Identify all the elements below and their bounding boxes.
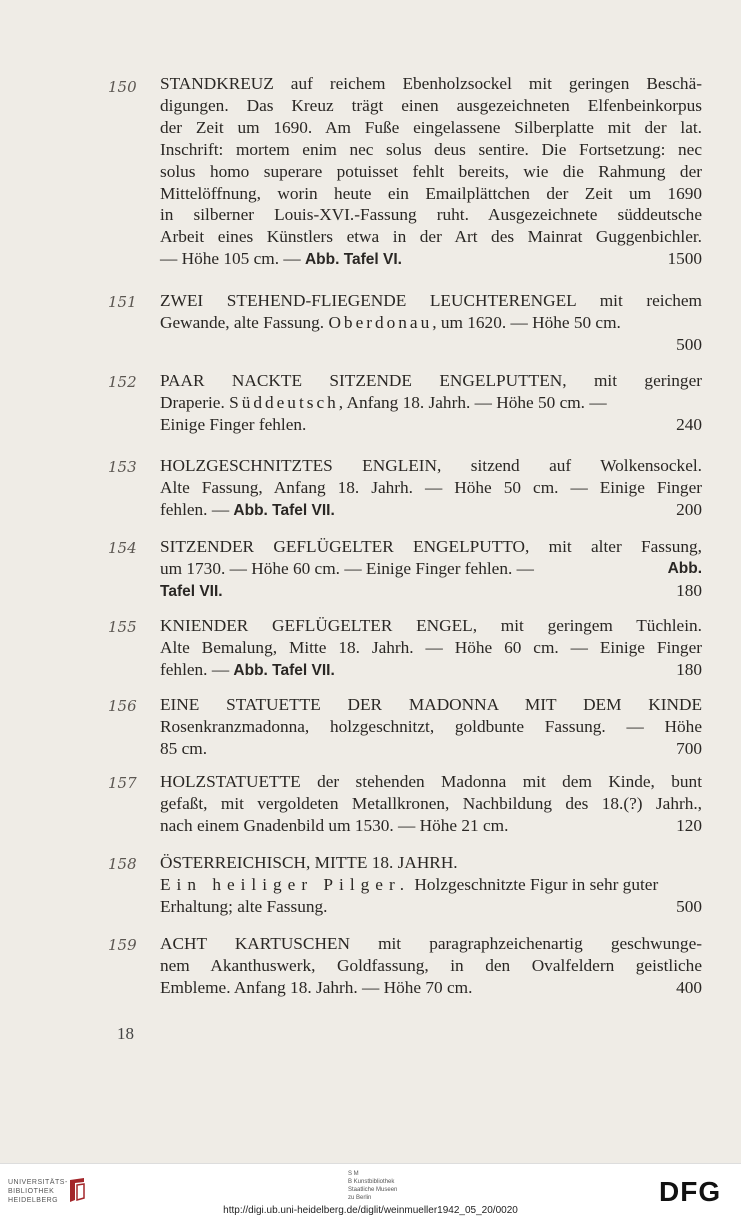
stamp-line: B Kunstbibliothek (348, 1179, 395, 1185)
entry-last-line (160, 659, 702, 682)
origin-spaced: Oberdonau (328, 312, 433, 332)
entry-price: 500 (676, 334, 702, 354)
plate-reference: Tafel VII. (160, 582, 223, 600)
entry-last-line (160, 414, 702, 436)
entry-text (160, 290, 702, 356)
entry-line (160, 312, 702, 334)
entry-last-line (160, 977, 702, 999)
entry-line: gefaßt, mit vergoldeten Metallkronen, Nachbildung des 18.(?) Jahrh., (160, 793, 702, 813)
entry-number: 150 (108, 78, 137, 96)
library-logo-icon[interactable] (66, 1176, 88, 1204)
entry-number: 159 (108, 936, 137, 954)
entry-line: HOLZSTATUETTE der stehenden Madonna mit dem Kinde, bunt (160, 772, 702, 791)
entry-number: 157 (108, 774, 137, 792)
entry-last-line (160, 499, 702, 522)
entry-last-line (160, 738, 702, 760)
dfg-logo[interactable]: DFG (659, 1176, 722, 1207)
entry-line: Rosenkranzmadonna, holzgeschnitzt, goldbunte Fassung. — Höhe (160, 716, 702, 736)
entry-text-part: Erhaltung; alte Fassung. (160, 896, 328, 916)
museum-stamp (348, 1170, 397, 1202)
entry-line: ZWEI STEHEND-FLIEGENDE LEUCHTERENGEL mit reichem (160, 291, 702, 310)
entry-text-part: , Anfang 18. Jahrh. — Höhe 50 cm. — (338, 392, 607, 412)
entry-text-part: , um 1620. — Höhe 50 cm. (432, 312, 621, 332)
entry-number: 155 (108, 618, 137, 636)
entry-text-part: um 1730. — Höhe 60 cm. — Einige Finger fehlen. — (160, 558, 534, 578)
entry-price: 120 (676, 815, 702, 835)
library-name[interactable] (8, 1178, 68, 1205)
entry-line: in silberner Louis-XVI.-Fassung ruht. Ausgezeichnete süddeutsche (160, 205, 702, 225)
viewer-footer (0, 1163, 741, 1217)
plate-reference: Abb. Tafel VII. (233, 501, 335, 519)
subject-spaced: Ein heiliger Pilger. (160, 874, 411, 894)
entry-text (160, 694, 702, 760)
entry-line: solus homo superare potuisset fehlt bereits, wie die Rahmung der (160, 161, 702, 181)
entry-line: EINE STATUETTE DER MADONNA MIT DEM KINDE (160, 695, 702, 714)
plate-reference: Abb. Tafel VII. (233, 661, 335, 679)
entry-last-line (160, 896, 702, 918)
entry-line: ÖSTERREICHISCH, MITTE 18. JAHRH. (160, 853, 458, 872)
entry-text-part: Gewande, alte Fassung. (160, 312, 329, 332)
entry-line (160, 392, 702, 414)
stamp-line: S M (348, 1171, 359, 1177)
entry-text (160, 536, 702, 603)
entry-last-line (160, 248, 702, 271)
entry-number: 156 (108, 697, 137, 715)
entry-line (160, 874, 702, 896)
entry-text-part: Einige Finger fehlen. (160, 414, 307, 434)
entry-line: STANDKREUZ auf reichem Ebenholzsockel mit geringen Beschä- (160, 74, 702, 93)
stamp-line: zu Berlin (348, 1195, 372, 1201)
entry-price: 180 (676, 580, 702, 600)
entry-line: SITZENDER GEFLÜGELTER ENGELPUTTO, mit alter Fassung, (160, 537, 702, 556)
permalink-url[interactable]: http://digi.ub.uni-heidelberg.de/diglit/weinmueller1942_05_20/0020 (223, 1205, 518, 1216)
plate-reference: Abb. (667, 559, 702, 577)
entry-line: Alte Fassung, Anfang 18. Jahrh. — Höhe 50 cm. — Einige Finger (160, 477, 702, 497)
page-number: 18 (117, 1024, 134, 1043)
entry-line: KNIENDER GEFLÜGELTER ENGEL, mit geringem Tüchlein. (160, 616, 702, 635)
entry-text (160, 73, 702, 271)
entry-number: 154 (108, 539, 137, 557)
entry-price: 400 (676, 977, 702, 997)
entry-dimensions: — Höhe 105 cm. — (160, 249, 305, 269)
entry-line: HOLZGESCHNITZTES ENGLEIN, sitzend auf Wolkensockel. (160, 456, 702, 475)
entry-number: 158 (108, 855, 137, 873)
entry-text-part: Holzgeschnitzte Figur in sehr guter (410, 874, 659, 894)
entry-line: Alte Bemalung, Mitte 18. Jahrh. — Höhe 60 cm. — Einige Finger (160, 637, 702, 657)
origin-spaced: Süddeutsch (229, 392, 339, 412)
entry-last-line (160, 334, 702, 356)
entry-line: Arbeit eines Künstlers etwa in der Art des Mainrat Guggenbichler. (160, 227, 702, 247)
entry-text (160, 933, 702, 999)
entry-price: 1500 (667, 249, 702, 269)
entry-price: 700 (676, 738, 702, 758)
plate-reference: Abb. Tafel VI. (304, 251, 402, 269)
entry-price: 240 (676, 414, 702, 434)
entry-text (160, 370, 702, 436)
entry-text-part: nach einem Gnadenbild um 1530. — Höhe 21 cm. (160, 815, 509, 835)
entry-line: Inschrift: mortem enim nec solus deus sentire. Die Fortsetzung: nec (160, 139, 702, 159)
entry-number: 151 (108, 293, 137, 311)
stamp-line: Staatliche Museen (348, 1187, 398, 1193)
entry-text (160, 615, 702, 682)
entry-line: digungen. Das Kreuz trägt einen ausgezeichneten Elfenbeinkorpus (160, 95, 702, 115)
entry-last-line (160, 580, 702, 603)
entry-line: PAAR NACKTE SITZENDE ENGELPUTTEN, mit geringer (160, 371, 702, 390)
library-line: UNIVERSITÄTS- (8, 1179, 68, 1186)
entry-line (160, 558, 702, 580)
entry-text-part: fehlen. — (160, 659, 234, 679)
entry-text (160, 455, 702, 522)
entry-line: nem Akanthuswerk, Goldfassung, in den Ovalfeldern geistliche (160, 955, 702, 975)
entry-price: 200 (676, 499, 702, 519)
entry-price: 500 (676, 896, 702, 916)
library-line: BIBLIOTHEK (8, 1188, 55, 1195)
entry-line: Mittelöffnung, worin heute ein Emailplättchen der Zeit um 1690 (160, 183, 702, 203)
entry-number: 152 (108, 373, 137, 391)
entry-text (160, 771, 702, 837)
entry-price: 180 (676, 659, 702, 679)
library-line: HEIDELBERG (8, 1197, 59, 1204)
entry-line: der Zeit um 1690. Am Fuße eingelassene Silberplatte mit der lat. (160, 117, 702, 137)
entry-last-line (160, 815, 702, 837)
entry-number: 153 (108, 458, 137, 476)
entry-text (160, 852, 702, 918)
entry-line: ACHT KARTUSCHEN mit paragraphzeichenartig geschwunge- (160, 934, 702, 953)
entry-text-part: fehlen. — (160, 499, 234, 519)
entry-text-part: Draperie. (160, 392, 230, 412)
entry-text-part: Embleme. Anfang 18. Jahrh. — Höhe 70 cm. (160, 977, 473, 997)
entry-text-part: 85 cm. (160, 738, 208, 758)
